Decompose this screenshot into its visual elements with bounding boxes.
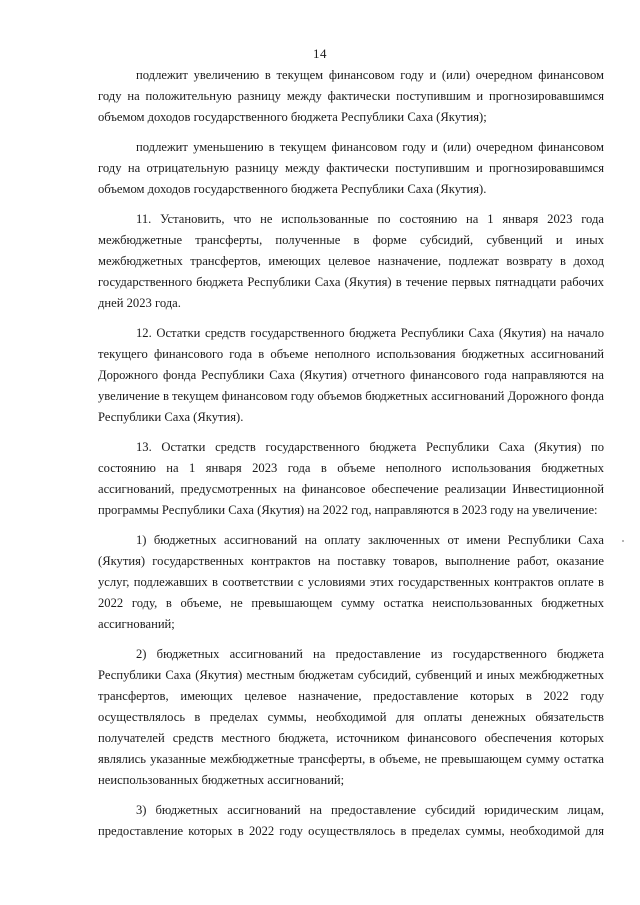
- document-body: [98, 65, 604, 851]
- scan-speck: [622, 540, 624, 542]
- paragraph-decrease-clause: подлежит уменьшению в текущем финансовом году и (или) очередном финансовом году на отрицательную разницу между фактически поступившим и прогнозировавшимся объемом доходов государственного бюджета Республики Саха (Якутия).: [98, 140, 604, 196]
- paragraph-item-13: 13. Остатки средств государственного бюджета Республики Саха (Якутия) по состоянию на 1 января 2023 года в объеме неполного использования бюджетных ассигнований, предусмотренных на финансовое обеспечение реализации Инвестиционной программы Республики Саха (Якутия) на 2022 год, направляются в 2023 году на увеличение:: [98, 440, 604, 517]
- paragraph-item-12: 12. Остатки средств государственного бюджета Республики Саха (Якутия) на начало текущего финансового года в объеме неполного использования бюджетных ассигнований Дорожного фонда Республики Саха (Якутия) отчетного финансового года направляются на увеличение в текущем финансовом году объемов бюджетных ассигнований Дорожного фонда Республики Саха (Якутия).: [98, 326, 604, 424]
- page-number: 14: [313, 46, 327, 61]
- paragraph-item-11: 11. Установить, что не использованные по состоянию на 1 января 2023 года межбюджетные трансферты, полученные в форме субсидий, субвенций и иных межбюджетных трансфертов, имеющих целевое назначение, подлежат возврату в доход государственного бюджета Республики Саха (Якутия) в течение первых пятнадцати рабочих дней 2023 года.: [98, 212, 604, 310]
- paragraph-increase-clause: подлежит увеличению в текущем финансовом году и (или) очередном финансовом году на положительную разницу между фактически поступившим и прогнозировавшимся объемом доходов государственного бюджета Республики Саха (Якутия);: [98, 68, 604, 124]
- paragraph-subitem-2: 2) бюджетных ассигнований на предоставление из государственного бюджета Республики Саха (Якутия) местным бюджетам субсидий, субвенций и иных межбюджетных трансфертов, имеющих целевое назначение, предоставление которых в 2022 году осуществлялось в пределах суммы, необходимой для оплаты денежных обязательств получателей средств местного бюджета, источником финансового обеспечения которых являлись указанные межбюджетные трансферты, в объеме, не превышающем сумму остатка неиспользованных бюджетных ассигнований;: [98, 647, 604, 787]
- paragraph-subitem-1: 1) бюджетных ассигнований на оплату заключенных от имени Республики Саха (Якутия) государственных контрактов на поставку товаров, выполнение работ, оказание услуг, подлежавших в соответствии с условиями этих государственных контрактов оплате в 2022 году, в объеме, не превышающем сумму остатка неиспользованных бюджетных ассигнований;: [98, 533, 604, 631]
- paragraph-subitem-3: 3) бюджетных ассигнований на предоставление субсидий юридическим лицам, предоставление которых в 2022 году осуществлялось в пределах суммы, необходимой для: [98, 803, 604, 838]
